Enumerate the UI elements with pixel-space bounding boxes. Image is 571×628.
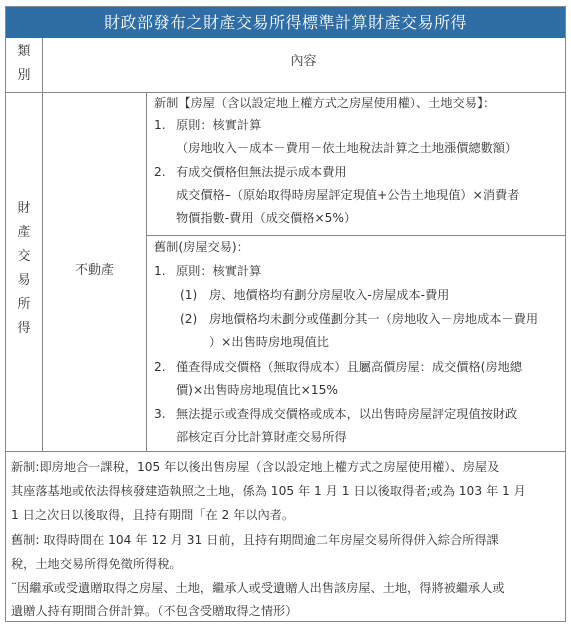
old-item2-line2: 價)×出售時房地現值比×15% — [176, 383, 338, 397]
old-sub1-text: 房、地價格均有劃分房屋收入-房屋成本-費用 — [209, 288, 450, 302]
category-char: 易 — [17, 273, 31, 288]
category-header — [6, 40, 42, 88]
category-char: 得 — [17, 321, 31, 336]
old-item3-number: 3. — [154, 407, 166, 421]
note-new-line3: 1 日之次日以後取得，且持有期間「在 2 年以內者。 — [11, 508, 295, 522]
old-item3-line2: 部核定百分比計算財產交易所得 — [176, 430, 347, 444]
category-char: 交 — [17, 249, 31, 264]
category-column-border — [42, 38, 43, 451]
note-new-line2: 其座落基地或依法得核發建造執照之土地，係為 105 年 1 月 1 日以後取得者;或為 103 年 1 月 — [11, 484, 526, 498]
note-new-line1: 新制:即房地合一課稅，105 年以後出售房屋（含以設定地上權方式之房屋使用權）、房屋及 — [11, 460, 500, 474]
old-sub1-number: (1) — [180, 288, 198, 302]
new-item2-number: 2. — [154, 165, 166, 179]
subcategory-label: 不動產 — [74, 263, 114, 278]
table-bottom-border — [6, 451, 565, 452]
category-char: 產 — [17, 225, 31, 240]
new-old-divider — [146, 235, 565, 236]
old-sub2-line1: 房地價格均未劃分或僅劃分其一（房地收入－房地成本－費用 — [209, 312, 539, 326]
category-label — [6, 197, 42, 341]
old-sub2-number: (2) — [180, 312, 198, 326]
content-header: 內容 — [290, 54, 317, 69]
old-sub2-line2: ）×出售時房地現值比 — [209, 335, 329, 349]
old-system-heading: 舊制(房屋交易)： — [154, 240, 249, 254]
note-old-line2: 稅，土地交易所得免徵所得稅。 — [11, 557, 182, 571]
subcategory-column-border — [146, 92, 147, 451]
category-char: 所 — [17, 297, 31, 312]
old-item1-title: 原則：核實計算 — [176, 264, 262, 278]
category-header-top: 類 — [17, 44, 31, 59]
new-item2-title: 有成交價格但無法提示成本費用 — [176, 165, 347, 179]
document-title: 財政部發布之財產交易所得標準計算財產交易所得 — [6, 7, 565, 38]
old-item2-number: 2. — [154, 360, 166, 374]
note-old-line1: 舊制: 取得時間在 104 年 12 月 31 日前，且持有期間逾二年房屋交易所得併入綜合所得課 — [11, 533, 499, 547]
new-item1-detail: （房地收入－成本－費用－依土地稅法計算之土地漲價總數額） — [176, 141, 518, 155]
note-inherit-line2: 遺贈人持有期間合併計算。（不包含受贈取得之情形） — [11, 604, 298, 618]
old-item3-line1: 無法提示或查得成交價格或成本，以出售時房屋評定現值按財政 — [176, 407, 518, 421]
new-item2-detail-line1: 成交價格–（原始取得時房屋評定現值+公告土地現值）×消費者 — [176, 188, 520, 202]
old-item1-number: 1. — [154, 264, 166, 278]
category-header-bottom: 別 — [17, 68, 31, 83]
new-item2-detail-line2: 物價指數-費用（成交價格×5%） — [176, 211, 357, 225]
note-inherit-line1: ¨因繼承或受遺贈取得之房屋、土地，繼承人或受遺贈人出售該房屋、土地，得將被繼承人或 — [11, 581, 505, 595]
new-system-heading: 新制【房屋（含以設定地上權方式之房屋使用權）、土地交易】： — [154, 96, 496, 110]
category-char: 財 — [17, 201, 31, 216]
new-item1-title: 原則：核實計算 — [176, 118, 262, 132]
tax-table-document — [5, 6, 566, 622]
new-item1-number: 1. — [154, 118, 166, 132]
old-item2-line1: 僅查得成交價格（無取得成本）且屬高價房屋：成交價格(房地總 — [176, 360, 523, 374]
